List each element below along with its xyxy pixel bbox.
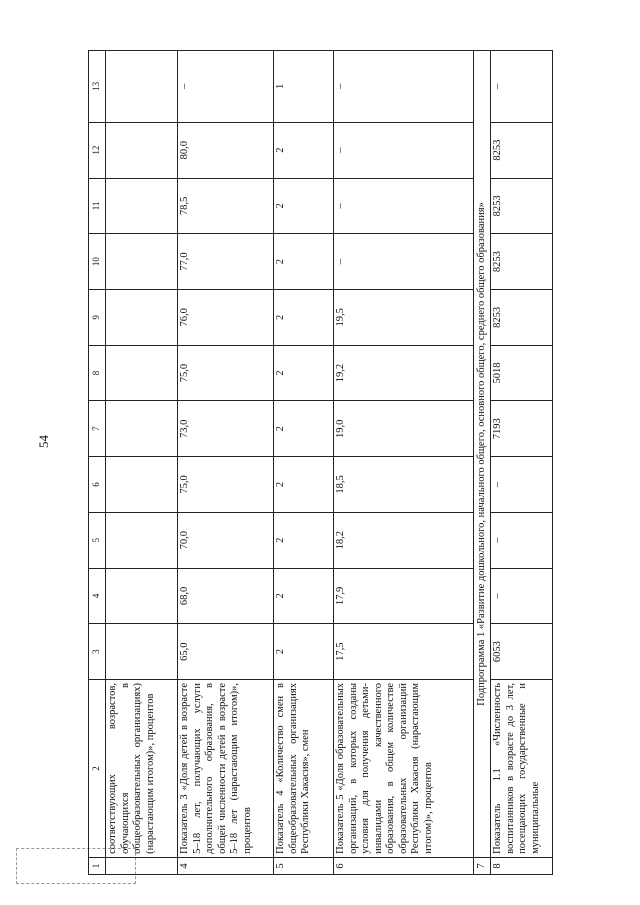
indicator-name: Показатель 3 «Доля детей в возрасте 5–18 лет, получающих услуги дополнительного образования, в общей численности детей в возрасте 5–18 лет (нарастающим итогом)», процентов bbox=[178, 680, 274, 858]
value-cell: – bbox=[491, 568, 553, 624]
value-cell: 75,0 bbox=[178, 345, 274, 401]
value-cell: 68,0 bbox=[178, 568, 274, 624]
value-cell: – bbox=[491, 457, 553, 513]
table-row bbox=[274, 51, 334, 875]
value-cell bbox=[106, 512, 178, 568]
table-row bbox=[106, 51, 178, 875]
section-row bbox=[474, 51, 491, 875]
value-cell: 5018 bbox=[491, 345, 553, 401]
value-cell: 17,9 bbox=[334, 568, 474, 624]
value-cell: – bbox=[178, 51, 274, 123]
value-cell: 2 bbox=[274, 289, 334, 345]
row-number: 6 bbox=[334, 857, 474, 874]
header-cell: 12 bbox=[89, 122, 106, 178]
value-cell bbox=[106, 122, 178, 178]
indicators-table bbox=[88, 50, 553, 875]
value-cell: 76,0 bbox=[178, 289, 274, 345]
indicator-name: соответствующих возрастов, обучающихся в общеобразовательных организациях) (нарастающим итогом)», процентов bbox=[106, 680, 178, 858]
header-cell: 2 bbox=[89, 680, 106, 858]
value-cell bbox=[106, 178, 178, 234]
value-cell: 18,2 bbox=[334, 512, 474, 568]
header-cell: 11 bbox=[89, 178, 106, 234]
value-cell: 2 bbox=[274, 234, 334, 290]
indicator-name: Показатель 1.1 «Численность воспитанников в возрасте до 3 лет, посещающих государственные и муниципальные bbox=[491, 680, 553, 858]
value-cell: 19,0 bbox=[334, 401, 474, 457]
value-cell bbox=[106, 289, 178, 345]
value-cell: 8253 bbox=[491, 122, 553, 178]
header-cell: 4 bbox=[89, 568, 106, 624]
value-cell: 1 bbox=[274, 51, 334, 123]
value-cell: 19,2 bbox=[334, 345, 474, 401]
header-cell: 7 bbox=[89, 401, 106, 457]
value-cell: 2 bbox=[274, 401, 334, 457]
value-cell: 6053 bbox=[491, 624, 553, 680]
value-cell: – bbox=[491, 51, 553, 123]
row-number: 8 bbox=[491, 857, 553, 874]
value-cell bbox=[106, 401, 178, 457]
value-cell: – bbox=[491, 512, 553, 568]
indicator-name: Показатель 5 «Доля образовательных организаций, в которых созданы условия для получения детьми-инвалидами качественного образования, в общем количестве образовательных организаций Республики Хакасия (нарастающим итогом)», процентов bbox=[334, 680, 474, 858]
value-cell bbox=[106, 457, 178, 513]
value-cell: 2 bbox=[274, 512, 334, 568]
value-cell: 77,0 bbox=[178, 234, 274, 290]
value-cell: 18,5 bbox=[334, 457, 474, 513]
value-cell bbox=[106, 624, 178, 680]
value-cell: 2 bbox=[274, 122, 334, 178]
value-cell: 78,5 bbox=[178, 178, 274, 234]
value-cell: – bbox=[334, 122, 474, 178]
row-number bbox=[106, 857, 178, 874]
header-cell: 3 bbox=[89, 624, 106, 680]
header-cell: 5 bbox=[89, 512, 106, 568]
value-cell: 2 bbox=[274, 624, 334, 680]
value-cell: 70,0 bbox=[178, 512, 274, 568]
value-cell: 2 bbox=[274, 568, 334, 624]
value-cell bbox=[106, 568, 178, 624]
header-cell: 9 bbox=[89, 289, 106, 345]
section-title: Подпрограмма 1 «Развитие дошкольного, начального общего, основного общего, среднего общего образования» bbox=[474, 51, 491, 858]
value-cell: 80,0 bbox=[178, 122, 274, 178]
value-cell: – bbox=[334, 51, 474, 123]
value-cell: 7193 bbox=[491, 401, 553, 457]
value-cell bbox=[106, 51, 178, 123]
indicator-name: Показатель 4 «Количество смен в общеобразовательных организациях Республики Хакасия», смен bbox=[274, 680, 334, 858]
table-row bbox=[178, 51, 274, 875]
value-cell: 73,0 bbox=[178, 401, 274, 457]
value-cell: 75,0 bbox=[178, 457, 274, 513]
header-row bbox=[89, 51, 106, 875]
header-cell: 10 bbox=[89, 234, 106, 290]
table-row bbox=[334, 51, 474, 875]
value-cell: 2 bbox=[274, 178, 334, 234]
value-cell: 65,0 bbox=[178, 624, 274, 680]
value-cell: 19,5 bbox=[334, 289, 474, 345]
header-cell: 1 bbox=[89, 857, 106, 874]
value-cell bbox=[106, 345, 178, 401]
value-cell: – bbox=[334, 178, 474, 234]
page-number: 54 bbox=[36, 435, 51, 448]
header-cell: 13 bbox=[89, 51, 106, 123]
table-row bbox=[491, 51, 553, 875]
row-number: 4 bbox=[178, 857, 274, 874]
value-cell: 8253 bbox=[491, 178, 553, 234]
row-number: 7 bbox=[474, 857, 491, 874]
value-cell: 8253 bbox=[491, 289, 553, 345]
value-cell bbox=[106, 234, 178, 290]
value-cell: 8253 bbox=[491, 234, 553, 290]
header-cell: 8 bbox=[89, 345, 106, 401]
value-cell: 17,5 bbox=[334, 624, 474, 680]
value-cell: – bbox=[334, 234, 474, 290]
header-cell: 6 bbox=[89, 457, 106, 513]
rotated-table-container bbox=[88, 50, 579, 875]
row-number: 5 bbox=[274, 857, 334, 874]
value-cell: 2 bbox=[274, 457, 334, 513]
value-cell: 2 bbox=[274, 345, 334, 401]
